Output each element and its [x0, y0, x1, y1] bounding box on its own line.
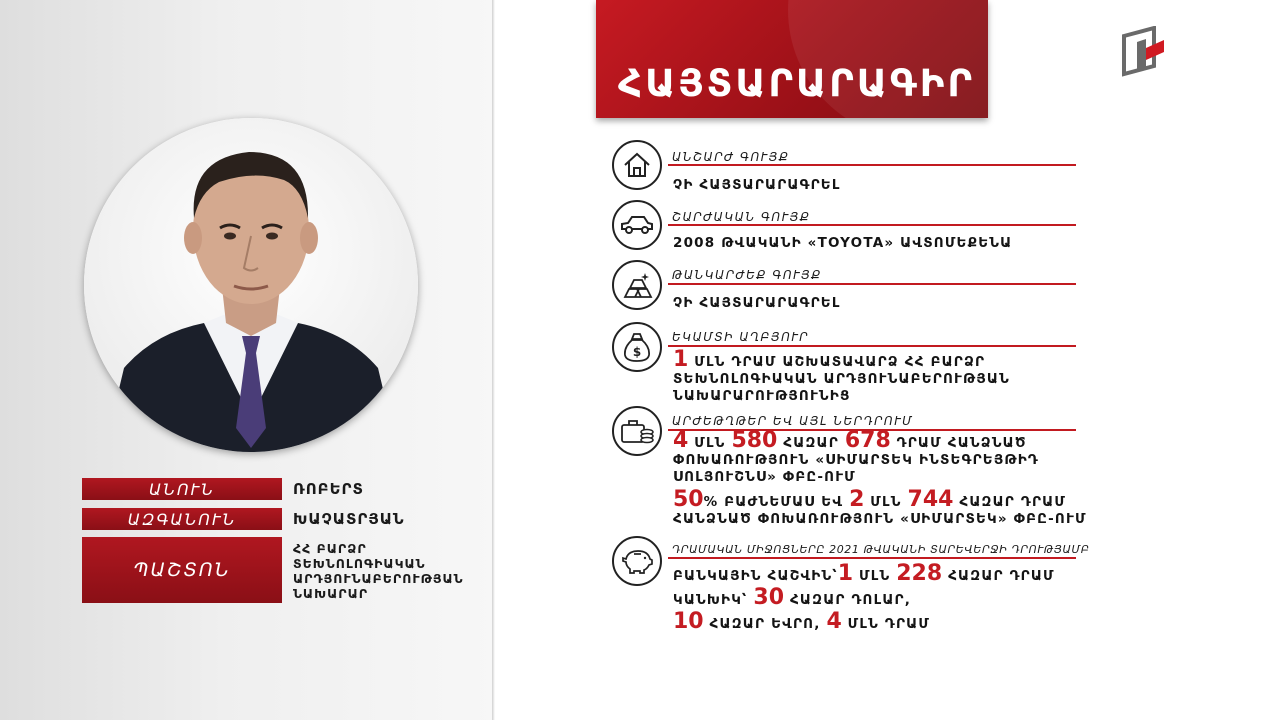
cash-bank-n2: 228	[896, 561, 943, 586]
cash-cash-text: ԿԱՆԽԻԿ՝	[673, 592, 748, 608]
surname-label-text: ԱԶԳԱՆՈՒՆ	[127, 509, 237, 529]
income-line-2: ՏԵԽՆՈԼՈԳԻԱԿԱՆ ԱՐԴՅՈՒՆԱԲԵՐՈՒԹՅԱՆ	[673, 371, 1010, 387]
movable-label: ՇԱՐԺԱԿԱՆ ԳՈՒՅՔ	[672, 210, 811, 224]
cash-label: ԴՐԱՄԱԿԱՆ ՄԻՋՈՑՆԵՐԸ 2021 ԹՎԱԿԱՆԻ ՏԱՐԵՎԵՐՋԻ ԴՐՈՒԹՅԱՄԲ	[672, 543, 1090, 556]
gold-bars-icon	[612, 260, 662, 310]
surname-label	[82, 508, 282, 530]
panel-divider	[492, 0, 495, 720]
money-bag-icon	[612, 322, 662, 372]
cash-line-2	[673, 587, 1055, 611]
section-line	[668, 224, 1076, 226]
securities-line-1	[673, 428, 1087, 453]
position-label-text: ՊԱՇՏՈՆ	[133, 559, 231, 581]
cash-bank-text: ԲԱՆԿԱՅԻՆ ՀԱՇՎԻՆ՝	[673, 568, 838, 584]
securities-t2: ՀԱԶԱՐ	[783, 435, 839, 451]
cash-bank-t2: ՀԱԶԱՐ ԴՐԱՄ	[948, 568, 1055, 584]
cash-value	[673, 563, 1055, 635]
income-line-3: ՆԱԽԱՐԱՐՈՒԹՅՈՒՆԻՑ	[673, 388, 851, 404]
income-line-1-text: ՄԼՆ ԴՐԱՄ ԱՇԽԱՏԱՎԱՐՁ ՀՀ ԲԱՐՁՐ	[694, 354, 986, 370]
piggy-bank-icon	[612, 536, 662, 586]
cash-cash-n1: 30	[753, 585, 785, 610]
securities-pt1: % ԲԱԺՆԵՄԱՍ ԵՎ	[703, 494, 844, 510]
position-line: ՆԱԽԱՐԱՐ	[293, 586, 369, 601]
income-line-1	[673, 347, 1010, 372]
house-icon	[612, 140, 662, 190]
position-line: ՏԵԽՆՈԼՈԳԻԱԿԱՆ	[293, 556, 426, 571]
securities-p1: 50	[673, 487, 704, 512]
income-label: ԵԿԱՄՏԻ ԱՂԲՅՈՒՐ	[672, 330, 810, 344]
position-line: ՀՀ ԲԱՐՁՐ	[293, 541, 367, 556]
securities-label: ԱՐԺԵԹՂԹԵՐ ԵՎ ԱՅԼ ՆԵՐԴՐՈՒՄ	[672, 414, 914, 428]
income-value	[673, 347, 1010, 405]
channel-logo-icon	[1120, 26, 1168, 82]
cash-bank-n1: 1	[837, 561, 854, 586]
real-estate-label: ԱՆՇԱՐԺ ԳՈՒՅՔ	[672, 150, 790, 164]
securities-p3: 744	[907, 487, 954, 512]
position-value	[293, 541, 493, 601]
cash-bank-t1: ՄԼՆ	[859, 568, 891, 584]
cash-line-1	[673, 563, 1055, 587]
valuables-label: ԹԱՆԿԱՐԺԵՔ ԳՈՒՅՔ	[672, 268, 822, 282]
cash-eur-t1: ՀԱԶԱՐ ԵՎՐՈ,	[709, 616, 821, 632]
section-line	[668, 557, 1076, 559]
page-title: ՀԱՅՏԱՐԱՐԱԳԻՐ	[618, 62, 976, 105]
title-banner	[596, 0, 988, 118]
securities-t1: ՄԼՆ	[694, 435, 726, 451]
valuables-value: ՉԻ ՀԱՅՏԱՐԱՐԱԳՐԵԼ	[673, 295, 841, 311]
section-line	[668, 283, 1076, 285]
real-estate-value: ՉԻ ՀԱՅՏԱՐԱՐԱԳՐԵԼ	[673, 177, 841, 193]
name-value: ՌՈԲԵՐՏ	[293, 480, 364, 498]
portrait-photo	[84, 118, 418, 452]
svg-text:$: $	[632, 345, 642, 359]
briefcase-coins-icon	[612, 406, 662, 456]
name-label	[82, 478, 282, 500]
securities-t3: ԴՐԱՄ ՀԱՆՁՆԱԾ	[896, 435, 1027, 451]
securities-n1: 4	[673, 428, 689, 453]
cash-amd-t2: ՄԼՆ ԴՐԱՄ	[847, 616, 931, 632]
surname-value: ԽԱՉԱՏՐՅԱՆ	[293, 510, 405, 528]
position-line: ԱՐԴՅՈՒՆԱԲԵՐՈՒԹՅԱՆ	[293, 571, 464, 586]
position-label	[82, 537, 282, 603]
cash-amd-n2: 4	[826, 609, 842, 634]
car-icon	[612, 200, 662, 250]
cash-eur-n1: 10	[673, 609, 704, 634]
section-line	[668, 164, 1076, 166]
securities-line-4	[673, 487, 1087, 512]
income-amount: 1	[673, 347, 689, 372]
securities-line-5: ՀԱՆՁՆԱԾ ՓՈԽԱՌՈՒԹՅՈՒՆ «ՍԻՄԱՐՏԵԿ» ՓԲԸ-ՈՒՄ	[673, 511, 1087, 527]
section-line	[668, 345, 1076, 347]
securities-line-3: ՍՈԼՅՈՒՇՆՍ» ՓԲԸ-ՈՒՄ	[673, 469, 856, 485]
securities-n2: 580	[731, 428, 778, 453]
securities-pt3: ՀԱԶԱՐ ԴՐԱՄ	[959, 494, 1067, 510]
cash-line-3	[673, 611, 1055, 635]
securities-pt2: ՄԼՆ	[870, 494, 902, 510]
movable-value: 2008 ԹՎԱԿԱՆԻ «TOYOTA» ԱՎՏՈՄԵՔԵՆԱ	[673, 235, 1013, 251]
securities-p2: 2	[849, 487, 865, 512]
securities-value	[673, 428, 1087, 528]
securities-line-2: ՓՈԽԱՌՈՒԹՅՈՒՆ «ՍԻՄԱՐՏԵԿ ԻՆՏԵԳՐԵՅԹԻԴ	[673, 452, 1039, 468]
securities-n3: 678	[844, 428, 891, 453]
cash-cash-t1: ՀԱԶԱՐ ԴՈԼԱՐ,	[789, 592, 912, 608]
name-label-text: ԱՆՈՒՆ	[149, 479, 215, 499]
